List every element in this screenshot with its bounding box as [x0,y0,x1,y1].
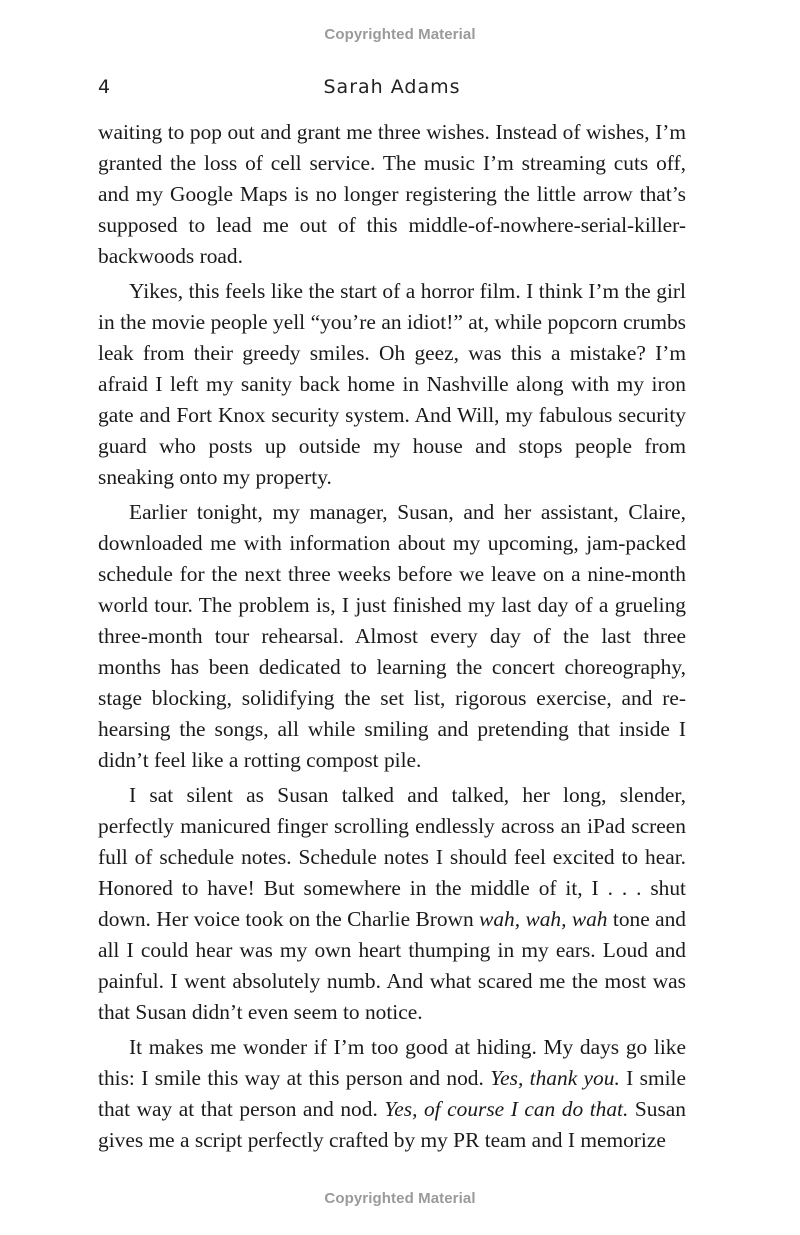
running-head-author: Sarah Adams [323,76,461,98]
text-run: tone and all I could hear was my own heart thumping in my ears. Loud and painful. I went absolutely numb. And what scared me the most was that Susan didn’t even seem to notice. [98,907,686,1024]
paragraph-continued: waiting to pop out and grant me three wishes. Instead of wishes, I’m granted the loss of cell service. The music I’m streaming cuts off, and my Google Maps is no longer registering the little arrow that’s supposed to lead me out of this middle-of-nowhere-serial-killer-backwoods road. [98,120,686,268]
paragraph: Yikes, this feels like the start of a horror film. I think I’m the girl in the movie people yell “you’re an idiot!” at, while popcorn crumbs leak from their greedy smiles. Oh geez, was this a mistake? I’m afraid I left my sanity back home in Nashville along with my iron gate and Fort Knox security system. And Will, my fabulous security guard who posts up outside my house and stops people from sneaking onto my property. [98,279,686,489]
paragraph [98,780,686,1028]
text-run: It makes me wonder if I’m too good at hiding. My days go like this: I smile this way at this person and nod. [98,1035,686,1090]
text-run: I smile that way at that person and nod. [98,1066,686,1121]
copyright-watermark-bottom: Copyrighted Material [324,1190,476,1207]
paragraph [98,1032,686,1156]
text-run: I sat silent as Susan talked and talked, her long, slender, perfectly manicured finger scrolling endlessly across an iPad screen full of schedule notes. Schedule notes I should feel excited to hear. Honored to have! But somewhere in the middle of it, I . . . shut down. Her voice took on the Charlie Brown [98,783,686,931]
page-body [98,117,686,1160]
running-header [98,76,686,102]
italic-text: wah, wah, wah [479,907,608,931]
page-number: 4 [98,76,111,98]
paragraph: Earlier tonight, my manager, Susan, and her assistant, Claire, downloaded me with information about my upcoming, jam-packed schedule for the next three weeks before we leave on a nine-month world tour. The problem is, I just finished my last day of a grueling three-month tour rehearsal. Almost every day of the last three months has been dedicated to learning the concert choreography, stage blocking, solidifying the set list, rigorous exercise, and re-hearsing the songs, all while smiling and pretending that inside I didn’t feel like a rotting compost pile. [98,500,686,772]
italic-text: Yes, of course I can do that. [384,1097,629,1121]
italic-text: Yes, thank you. [490,1066,620,1090]
copyright-watermark-top: Copyrighted Material [324,26,476,43]
text-run: Susan gives me a script perfectly crafted by my PR team and I memorize [98,1097,686,1152]
